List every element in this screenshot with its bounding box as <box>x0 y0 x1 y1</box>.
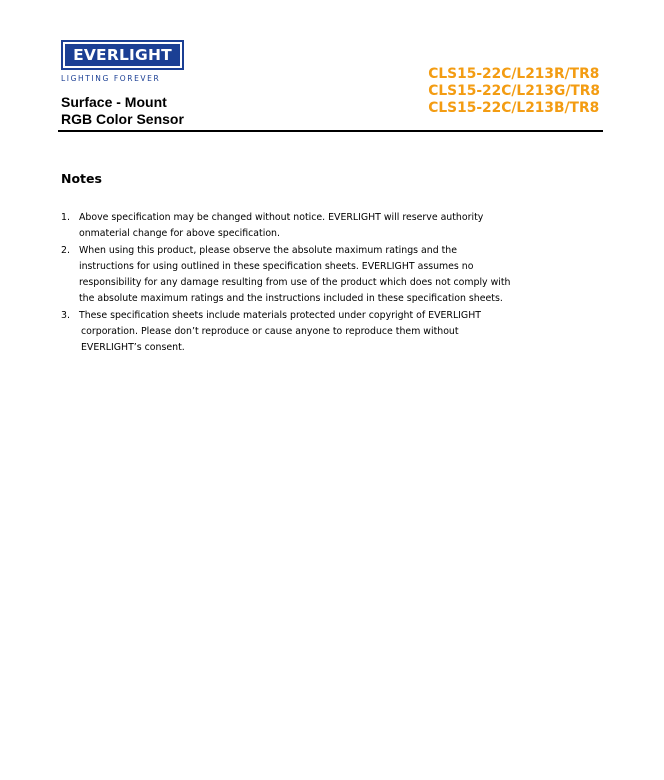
note-number: 3. <box>61 309 70 321</box>
note-line: the absolute maximum ratings and the instructions included in these specification sheets. <box>79 293 503 305</box>
product-type-line-1: Surface - Mount <box>61 94 167 110</box>
note-line: instructions for using outlined in these specification sheets. EVERLIGHT assumes no <box>79 260 474 272</box>
product-type <box>61 94 184 128</box>
logo-box <box>61 40 184 70</box>
note-line: EVERLIGHT’s consent. <box>81 342 185 354</box>
logo-text: EVERLIGHT <box>65 44 180 66</box>
note-line: When using this product, please observe the absolute maximum ratings and the <box>79 244 458 256</box>
part-number-green: CLS15-22C/L213G/TR8 <box>428 83 600 99</box>
note-line: corporation. Please don’t reproduce or cause anyone to reproduce them without <box>81 326 459 338</box>
logo-tagline: LIGHTING FOREVER <box>61 74 161 83</box>
note-item <box>61 243 609 308</box>
note-item <box>61 210 609 243</box>
note-line: Above specification may be changed without notice. EVERLIGHT will reserve authority <box>79 212 484 223</box>
header-divider <box>58 130 603 132</box>
everlight-logo <box>61 40 184 83</box>
notes-list <box>61 210 609 357</box>
part-numbers <box>428 66 600 117</box>
part-number-red: CLS15-22C/L213R/TR8 <box>428 66 600 82</box>
note-line: responsibility for any damage resulting from use of the product which does not comply with <box>79 277 511 289</box>
note-item <box>61 308 609 357</box>
notes-heading: Notes <box>61 171 102 186</box>
note-line: onmaterial change for above specification. <box>79 228 280 240</box>
note-number: 2. <box>61 244 70 256</box>
product-type-line-2: RGB Color Sensor <box>61 111 184 127</box>
note-line: These specification sheets include materials protected under copyright of EVERLIGHT <box>79 309 481 321</box>
note-number: 1. <box>61 212 70 223</box>
part-number-blue: CLS15-22C/L213B/TR8 <box>428 100 600 116</box>
